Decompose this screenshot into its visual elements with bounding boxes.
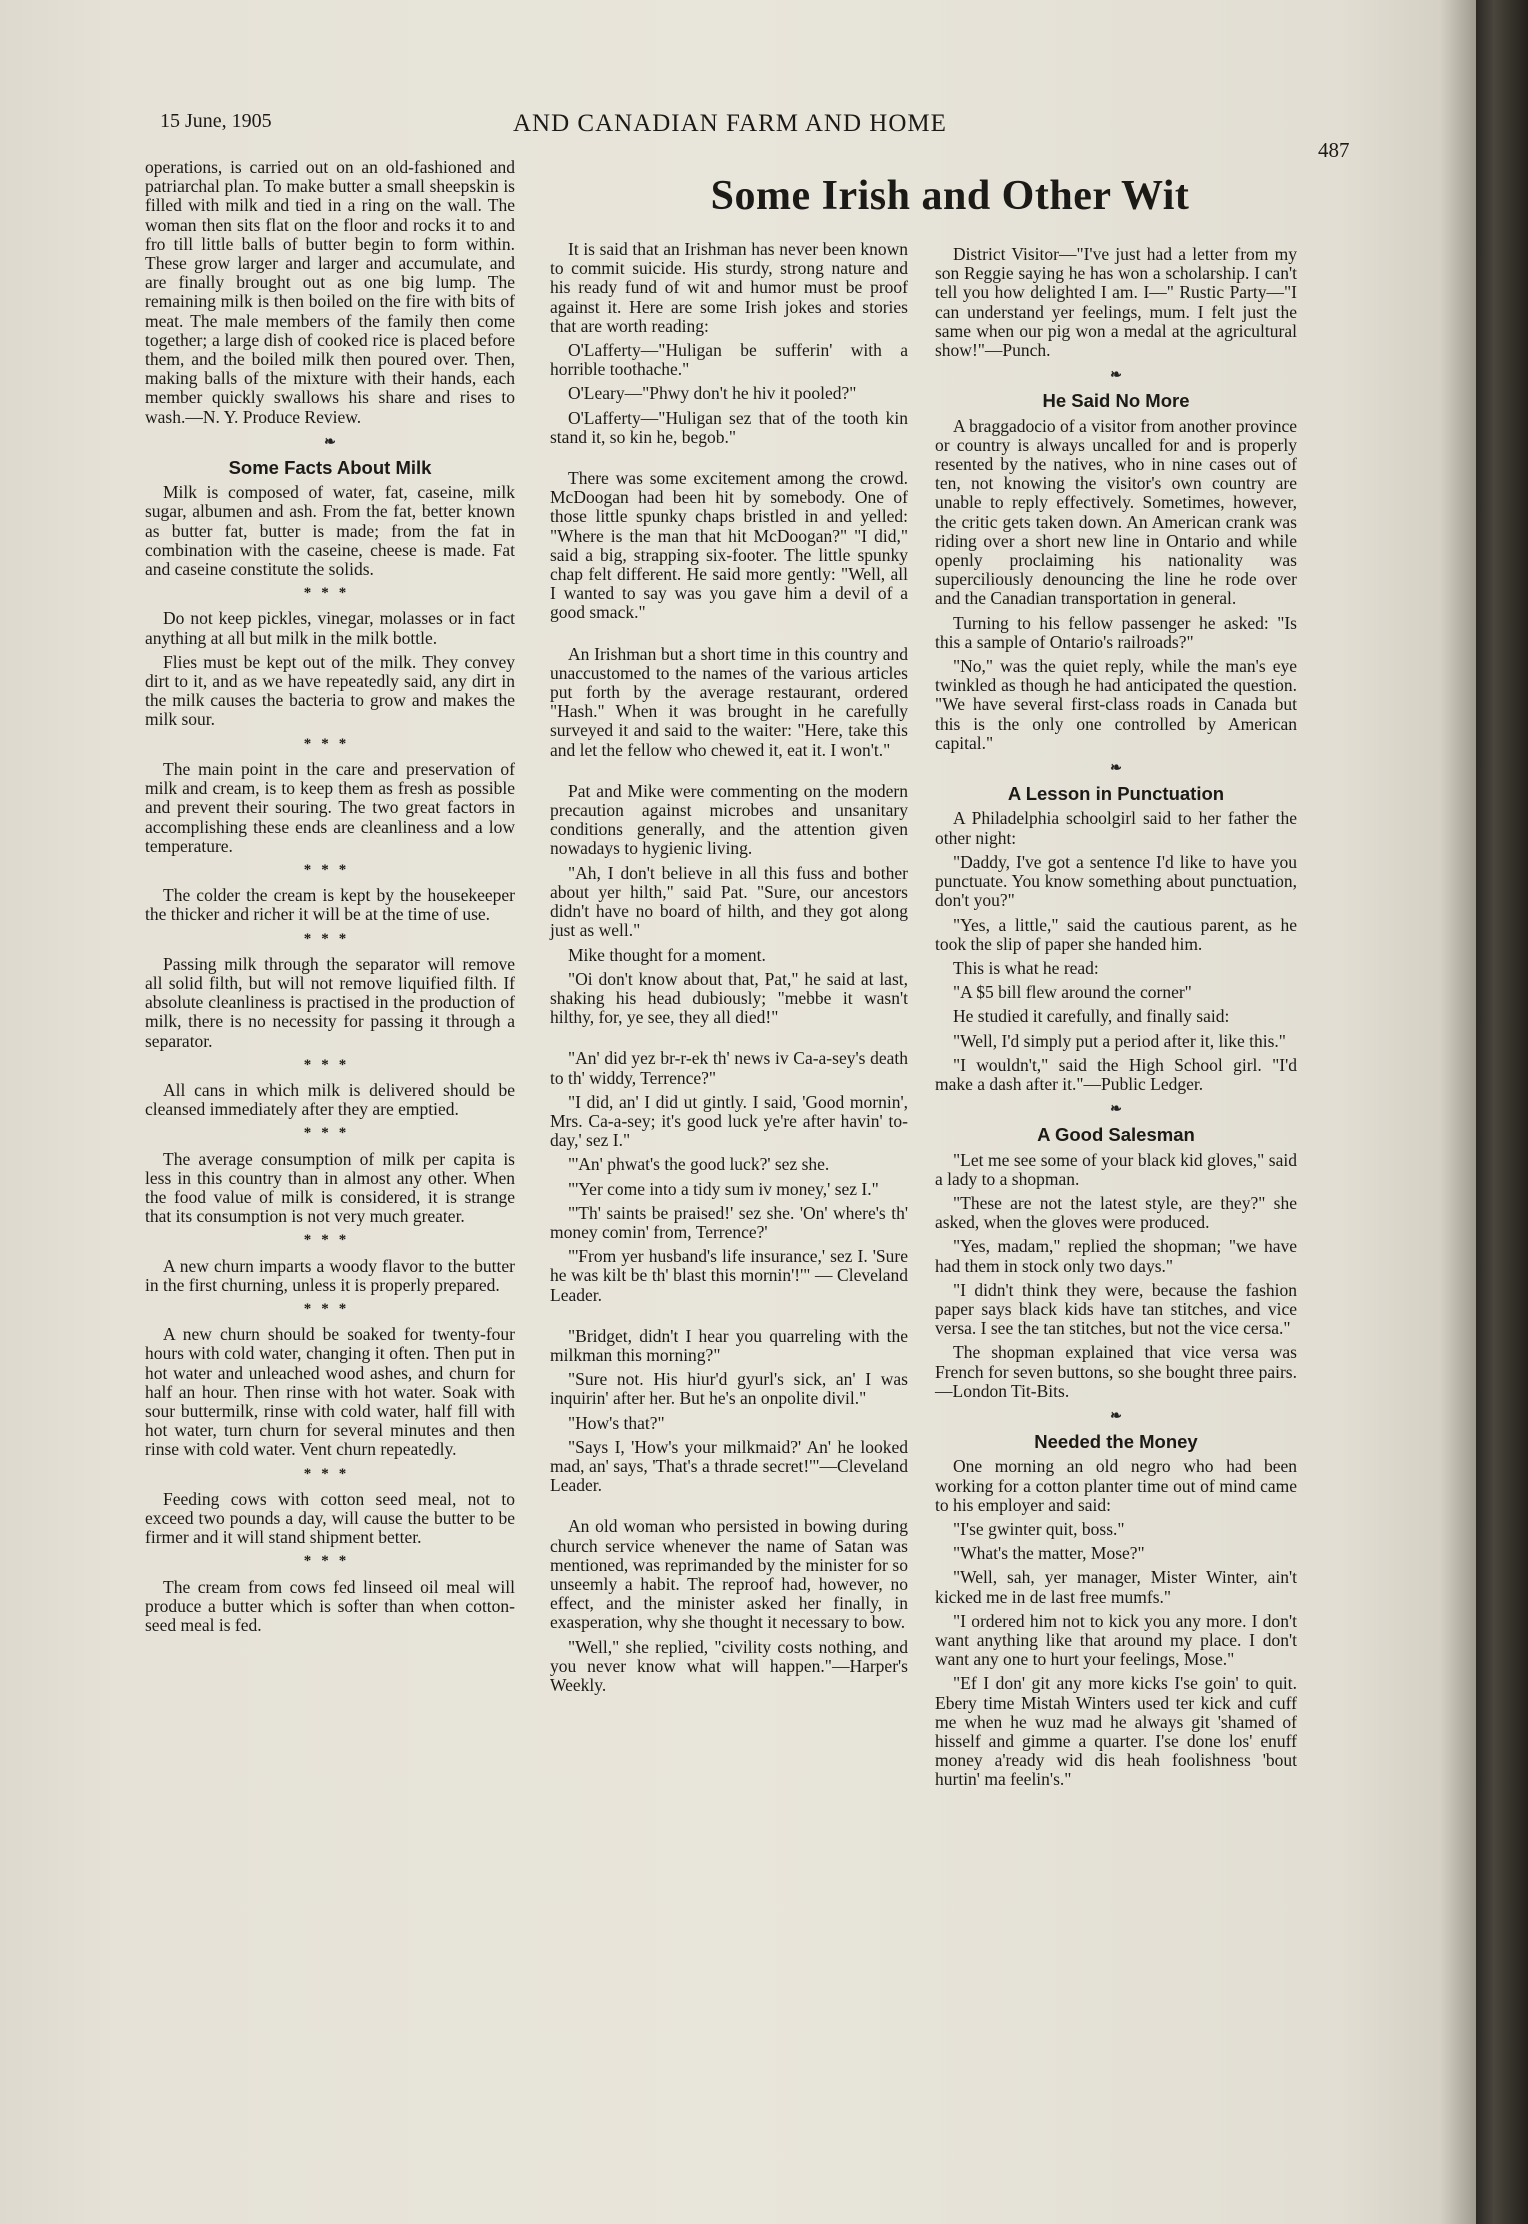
paragraph: All cans in which milk is delivered should be cleansed immediately after they are emptied. — [145, 1079, 515, 1120]
paragraph: "A $5 bill flew around the corner" — [953, 982, 1192, 1003]
header-title: AND CANADIAN FARM AND HOME — [513, 110, 947, 137]
paragraph: "I didn't think they were, because the fashion paper says black kids have tan stitches, and vice versa. I see the tan stitches, but not the vice cersa." — [935, 1279, 1297, 1339]
paragraph: There was some excitement among the crowd. McDoogan had been hit by somebody. One of those little spunky chaps bristled in and yelled: "Where is the man that hit McDoogan?" "I did," said a big, strapping six-footer. The little spunky chap felt different. He said more gently: "Well, all I wanted to say was you gave him a devil of a good smack." — [550, 468, 908, 623]
section-heading: A Lesson in Punctuation — [1007, 783, 1225, 805]
paragraph: "Yes, madam," replied the shopman; "we have had them in stock only two days." — [935, 1236, 1297, 1276]
paragraph: "Bridget, didn't I hear you quarreling with the milkman this morning?" — [550, 1325, 908, 1365]
paragraph: Do not keep pickles, vinegar, molasses or in fact anything at all but milk in the milk bottle. — [145, 608, 515, 648]
section-ornament: ❧ — [1110, 368, 1122, 384]
paragraph: "Ef I don' git any more kicks I'se goin' to quit. Ebery time Mistah Winters used ter kick and cuff me when he wuz mad he always git 'shamed of hisself and gimme a quarter. I'se done los' enuff money a'ready wid dis heah foolishness 'bout hurtin' ma feelin's." — [935, 1673, 1297, 1790]
paragraph: The colder the cream is kept by the housekeeper the thicker and richer it will be at the time of use. — [145, 885, 515, 925]
paragraph: The shopman explained that vice versa was French for seven buttons, so she bought three pairs.—London Tit-Bits. — [935, 1342, 1297, 1401]
paragraph: Pat and Mike were commenting on the modern precaution against microbes and unsanitary conditions generally, and the attention given nowadays to hygienic living. — [550, 780, 908, 859]
paragraph: Feeding cows with cotton seed meal, not to exceed two pounds a day, will cause the butter to be firmer and it will stand shipment better. — [145, 1488, 515, 1548]
paragraph: A braggadocio of a visitor from another province or country is always uncalled for and is properly resented by the natives, who in nine cases out of ten, not knowing the visitor's own country are unable to reply effectively. Sometimes, however, the critic gets taken down. An American crank was riding over a short new line in Ontario and while openly proclaiming his nationality was superciliously denouncing the line he rode over and the Canadian transportation in general. — [935, 415, 1297, 609]
separator-stars: *** — [303, 735, 357, 752]
header-date: 15 June, 1905 — [160, 110, 272, 132]
paragraph: "Sure not. His hiur'd gyurl's sick, an' I was inquirin' after her. But he's an onpolite divil." — [550, 1369, 908, 1409]
paragraph: O'Lafferty—"Huligan be sufferin' with a horrible toothache." — [550, 340, 908, 380]
paragraph: The cream from cows fed linseed oil meal will produce a butter which is softer than when cotton-seed meal is fed. — [145, 1576, 515, 1636]
section-ornament: ❧ — [1110, 1102, 1122, 1118]
section-ornament: ❧ — [324, 434, 336, 450]
section-heading: He Said No More — [1042, 390, 1190, 412]
column-3 — [935, 245, 1297, 1795]
paragraph: District Visitor—"I've just had a letter from my son Reggie saying he has won a scholarship. I can't tell you how delighted I am. I—" Rustic Party—"I can understand yer feelings, mum. I felt just the same when our pig won a medal at the agricultural show!"—Punch. — [935, 244, 1297, 361]
paragraph: A new churn should be soaked for twenty-four hours with cold water, changing it often. Then put in hot water and unleached wood ashes, and churn for half an hour. Then rinse with hot water. Soak with sour buttermilk, rinse with cold water, half fill with hot water, turn churn for several minutes and then rinse with cold water. Vent churn repeatedly. — [145, 1324, 515, 1460]
paragraph: "Well," she replied, "civility costs nothing, and you never know what will happen."—Harper's Weekly. — [550, 1636, 908, 1695]
paragraph: "'Th' saints be praised!' sez she. 'On' where's th' money comin' from, Terrence?' — [550, 1202, 908, 1242]
paragraph: Flies must be kept out of the milk. They convey dirt to it, and as we have repeatedly said, any dirt in the milk causes the bacteria to grow and makes the milk sour. — [145, 651, 515, 730]
paragraph: "I'se gwinter quit, boss." — [953, 1518, 1125, 1539]
paragraph: "I wouldn't," said the High School girl. "I'd make a dash after it."—Public Ledger. — [935, 1054, 1297, 1094]
paragraph: "An' did yez br-r-ek th' news iv Ca-a-sey's death to th' widdy, Terrence?" — [550, 1048, 908, 1088]
paragraph: operations, is carried out on an old-fashioned and patriarchal plan. To make butter a small sheepskin is filled with milk and tied in a ring on the wall. The woman then sits flat on the floor and rocks it to and fro till little balls of butter begin to form within. These grow larger and larger and accumulate, and are finally brought out as one big lump. The remaining milk is then boiled on the fire with bits of meat. The male members of the family then come together; a large dish of cooked rice is placed before them, and the boiled milk then poured over. Then, making balls of the mixture with their hands, each member quickly swallows his share and rises to wash.—N. Y. Produce Review. — [145, 157, 515, 427]
paragraph: "'An' phwat's the good luck?' sez she. — [568, 1154, 830, 1175]
paragraph: Passing milk through the separator will remove all solid filth, but will not remove liquified filth. If absolute cleanliness is practised in the production of milk, there is no necessity for passing it through a separator. — [145, 953, 515, 1051]
section-ornament: ❧ — [1110, 1408, 1122, 1424]
column-1 — [145, 158, 515, 1640]
paragraph: O'Lafferty—"Huligan sez that of the tooth kin stand it, so kin he, begob." — [550, 407, 908, 447]
section-ornament: ❧ — [1110, 761, 1122, 777]
paragraph: Turning to his fellow passenger he asked: "Is this a sample of Ontario's railroads?" — [935, 612, 1297, 652]
paragraph: "'From yer husband's life insurance,' sez I. 'Sure he was kilt be th' blast this mornin'!'" — Cleveland Leader. — [550, 1246, 908, 1305]
section-heading: A Good Salesman — [1037, 1124, 1195, 1146]
paragraph: "What's the matter, Mose?" — [953, 1543, 1145, 1564]
paragraph: The main point in the care and preservation of milk and cream, is to keep them as fresh as possible and prevent their souring. The two great factors in accomplishing these ends are cleanliness and a low temperature. — [145, 758, 515, 856]
paragraph: The average consumption of milk per capita is less in this country than in almost any other. When the food value of milk is considered, it is strange that its consumption is not very much greater. — [145, 1148, 515, 1227]
paragraph: An Irishman but a short time in this country and unaccustomed to the names of the various articles put forth by the average restaurant, ordered "Hash." When it was brought in he carefully surveyed it and said to the waiter: "Here, take this and let the fellow who chewed it, eat it. I won't." — [550, 643, 908, 760]
separator-stars: *** — [303, 861, 357, 878]
column-2 — [550, 240, 908, 1700]
paragraph: Mike thought for a moment. — [568, 944, 766, 965]
paragraph: One morning an old negro who had been working for a cotton planter time out of mind came to his employer and said: — [935, 1456, 1297, 1515]
paragraph: An old woman who persisted in bowing during church service whenever the name of Satan was mentioned, was reprimanded by the minister for so unseemly a habit. The reproof had, however, no effect, and the minister asked her finally, in exasperation, why she thought it necessary to bow. — [550, 1516, 908, 1633]
separator-stars: *** — [303, 1125, 357, 1142]
section-heading: Needed the Money — [1034, 1431, 1198, 1453]
article-title: Some Irish and Other Wit — [710, 173, 1190, 219]
paragraph: Milk is composed of water, fat, caseine, milk sugar, albumen and ash. From the fat, better known as butter fat, butter is made; from the fat in combination with the caseine, cheese is made. Fat and caseine constitute the solids. — [145, 482, 515, 580]
paragraph: "Well, I'd simply put a period after it, like this." — [953, 1030, 1286, 1051]
separator-stars: *** — [303, 1232, 357, 1249]
paragraph: "Yes, a little," said the cautious parent, as he took the slip of paper she handed him. — [935, 914, 1297, 954]
paragraph: "No," was the quiet reply, while the man's eye twinkled as though he had anticipated the question. "We have several first-class roads in Canada but this is the only one controlled by American capital." — [935, 656, 1297, 753]
paragraph: "'Yer come into a tidy sum iv money,' sez I." — [568, 1178, 879, 1199]
paragraph: A Philadelphia schoolgirl said to her father the other night: — [935, 808, 1297, 848]
paragraph: "Ah, I don't believe in all this fuss and bother about yer hilth," said Pat. "Sure, our ancestors didn't have no board of hilth, and they got along just as well." — [550, 862, 908, 941]
section-heading: Some Facts About Milk — [228, 457, 432, 479]
paragraph: "Oi don't know about that, Pat," he said at last, shaking his head dubiously; "mebbe it wasn't hilthy, for, ye see, they all died!" — [550, 968, 908, 1028]
paragraph: "I did, an' I did ut gintly. I said, 'Good mornin', Mrs. Ca-a-sey; it's good luck ye're after havin' to-day,' sez I." — [550, 1091, 908, 1151]
paragraph: "How's that?" — [568, 1412, 665, 1433]
separator-stars: *** — [303, 1300, 357, 1317]
paragraph: It is said that an Irishman has never been known to commit suicide. His sturdy, strong nature and his ready fund of wit and humor must be proof against it. Here are some Irish jokes and stories that are worth reading: — [550, 239, 908, 336]
separator-stars: *** — [303, 1056, 357, 1073]
separator-stars: *** — [303, 1465, 357, 1482]
paragraph: This is what he read: — [953, 957, 1099, 978]
paragraph: "Let me see some of your black kid gloves," said a lady to a shopman. — [935, 1149, 1297, 1189]
paragraph: O'Leary—"Phwy don't he hiv it pooled?" — [568, 383, 857, 404]
paragraph: "I ordered him not to kick you any more. I don't want anything like that around my place. I don't want any one to hurt your feelings, Mose." — [935, 1610, 1297, 1670]
page-number: 487 — [1318, 138, 1350, 162]
paragraph: "Says I, 'How's your milkmaid?' An' he looked mad, an' says, 'That's a thrade secret!'"—Cleveland Leader. — [550, 1436, 908, 1496]
paragraph: "Well, sah, yer manager, Mister Winter, ain't kicked me in de last free mumfs." — [935, 1567, 1297, 1607]
separator-stars: *** — [303, 585, 357, 602]
paragraph: "These are not the latest style, are they?" she asked, when the gloves were produced. — [935, 1192, 1297, 1233]
paragraph: A new churn imparts a woody flavor to the butter in the first churning, unless it is properly prepared. — [145, 1255, 515, 1295]
paragraph: He studied it carefully, and finally said: — [953, 1006, 1230, 1027]
book-binding-edge — [1476, 0, 1528, 2224]
separator-stars: *** — [303, 930, 357, 947]
separator-stars: *** — [303, 1553, 357, 1570]
paragraph: "Daddy, I've got a sentence I'd like to have you punctuate. You know something about punctuation, don't you?" — [935, 851, 1297, 911]
